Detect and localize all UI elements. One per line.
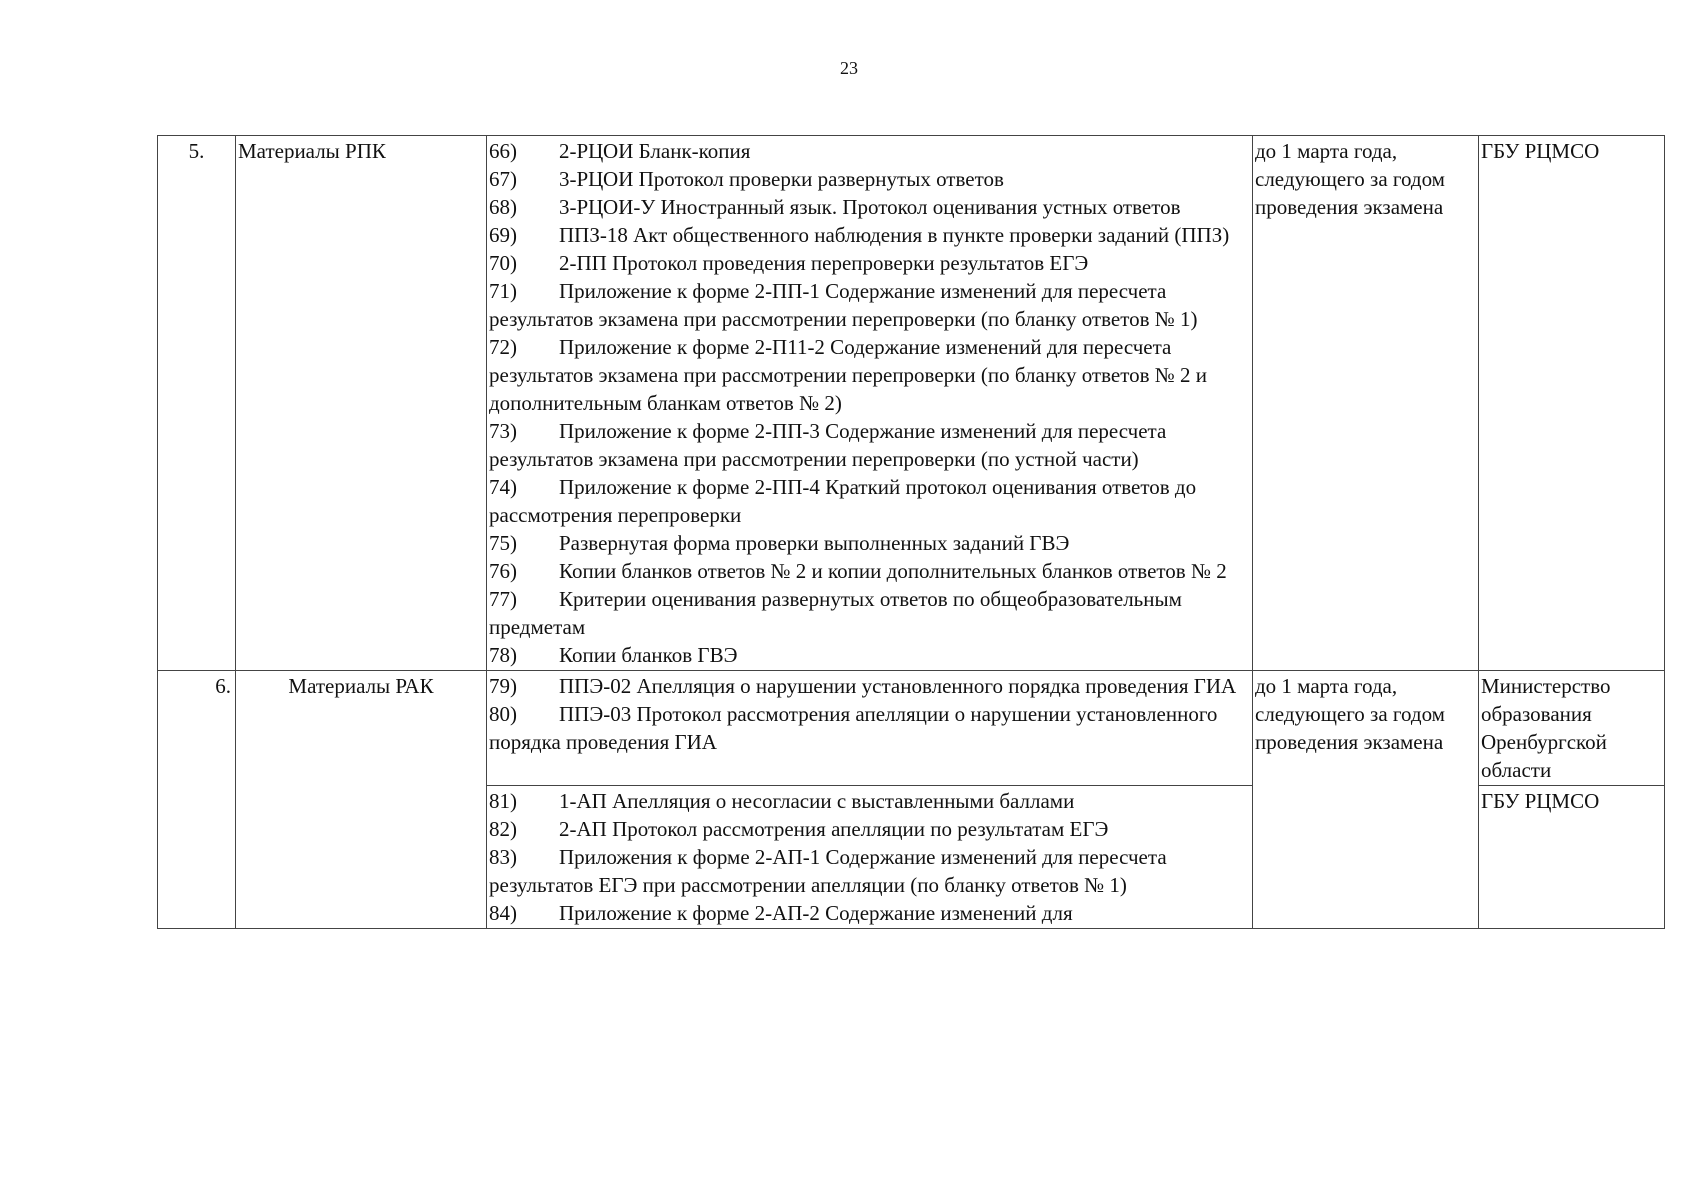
list-item: 75) Развернутая форма проверки выполненных заданий ГВЭ: [489, 531, 1070, 555]
responsible-text: ГБУ РЦМСО: [1481, 789, 1600, 813]
responsible-text: ГБУ РЦМСО: [1481, 139, 1600, 163]
deadline-cell: [1253, 136, 1479, 671]
documents-list-cell: [487, 786, 1253, 929]
list-item: 68) 3-РЦОИ-У Иностранный язык. Протокол оценивания устных ответов: [489, 195, 1181, 219]
page-number: 23: [840, 58, 858, 78]
material-name: Материалы РАК: [288, 674, 434, 698]
list-item: 71) Приложение к форме 2-ПП-1 Содержание изменений для пересчета результатов экзамена при рассмотрении перепроверки (по бланку ответов № 1): [489, 279, 1198, 331]
documents-list-cell: [487, 136, 1253, 671]
material-name: Материалы РПК: [238, 139, 386, 163]
row-number-cell: [158, 136, 236, 671]
list-item: 84) Приложение к форме 2-АП-2 Содержание изменений для: [489, 901, 1073, 925]
responsible-text: Министерство образования Оренбургской области: [1481, 674, 1611, 782]
row-number: 6.: [215, 674, 231, 698]
list-item: 72) Приложение к форме 2-П11-2 Содержание изменений для пересчета результатов экзамена при рассмотрении перепроверки (по бланку ответов № 2 и дополнительным бланкам ответов № 2): [489, 335, 1208, 415]
list-item: 78) Копии бланков ГВЭ: [489, 643, 738, 667]
list-item: 66) 2-РЦОИ Бланк-копия: [489, 139, 751, 163]
row-number-cell: [158, 671, 236, 929]
list-item: 80) ППЭ-03 Протокол рассмотрения апелляции о нарушении установленного порядка проведения ГИА: [489, 702, 1218, 754]
table-row: [158, 671, 1665, 786]
list-item: 73) Приложение к форме 2-ПП-3 Содержание изменений для пересчета результатов экзамена при рассмотрении перепроверки (по устной части): [489, 419, 1167, 471]
responsible-cell: [1479, 671, 1665, 786]
list-item: 81) 1-АП Апелляция о несогласии с выставленными баллами: [489, 789, 1075, 813]
documents-list-cell: [487, 671, 1253, 786]
material-name-cell: [236, 671, 487, 929]
responsible-cell: [1479, 786, 1665, 929]
list-item: 67) 3-РЦОИ Протокол проверки развернутых ответов: [489, 167, 1004, 191]
list-item: 69) ППЗ-18 Акт общественного наблюдения в пункте проверки заданий (ППЗ): [489, 223, 1230, 247]
list-item: 83) Приложения к форме 2-АП-1 Содержание изменений для пересчета результатов ЕГЭ при рассмотрении апелляции (по бланку ответов № 1): [489, 845, 1167, 897]
row-number: 5.: [188, 139, 205, 163]
material-name-cell: [236, 136, 487, 671]
deadline-text: до 1 марта года, следующего за годом проведения экзамена: [1255, 139, 1445, 219]
list-item: 82) 2-АП Протокол рассмотрения апелляции по результатам ЕГЭ: [489, 817, 1109, 841]
list-item: 74) Приложение к форме 2-ПП-4 Краткий протокол оценивания ответов до рассмотрения перепроверки: [489, 475, 1197, 527]
deadline-cell: [1253, 671, 1479, 929]
list-item: 77) Критерии оценивания развернутых ответов по общеобразовательным предметам: [489, 587, 1182, 639]
deadline-text: до 1 марта года, следующего за годом проведения экзамена: [1255, 674, 1445, 754]
list-item: 79) ППЭ-02 Апелляция о нарушении установленного порядка проведения ГИА: [489, 674, 1237, 698]
list-item: 76) Копии бланков ответов № 2 и копии дополнительных бланков ответов № 2: [489, 559, 1227, 583]
list-item: 70) 2-ПП Протокол проведения перепроверки результатов ЕГЭ: [489, 251, 1089, 275]
table-row: [158, 136, 1665, 671]
materials-table: [157, 135, 1665, 929]
responsible-cell: [1479, 136, 1665, 671]
